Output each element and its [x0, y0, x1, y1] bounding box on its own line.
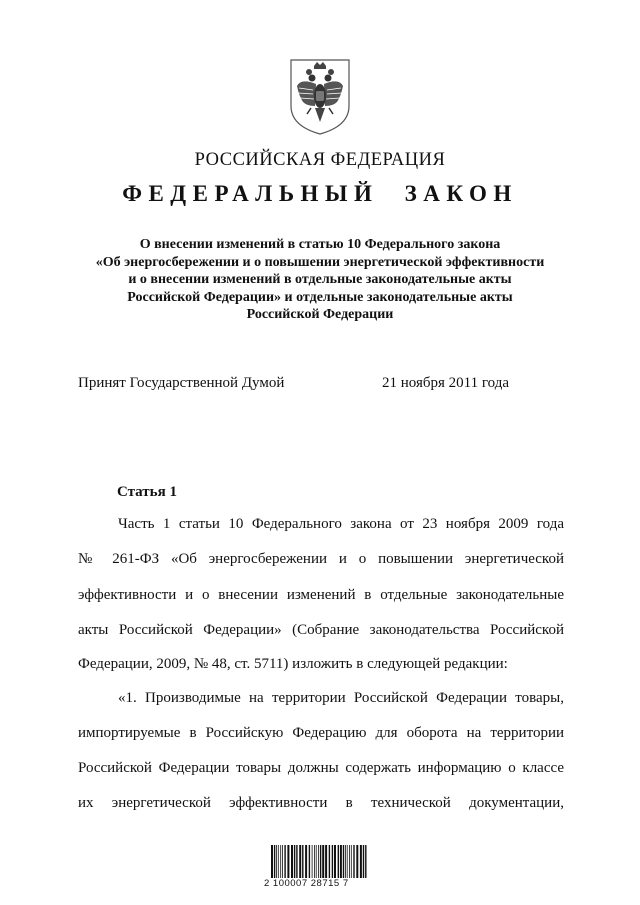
barcode-bar: [284, 845, 285, 878]
coat-of-arms-icon: [287, 56, 353, 136]
adopted-by: Принят Государственной Думой: [78, 375, 285, 391]
barcode: [270, 845, 368, 881]
article-heading: Статья 1: [117, 484, 177, 500]
barcode-bar: [302, 845, 303, 878]
barcode-bar: [340, 845, 342, 878]
article-line-text: Российской Федерации товары должны содержать информацию о классе: [78, 760, 564, 776]
barcode-bar: [314, 845, 315, 878]
country-name: РОССИЙСКАЯ ФЕДЕРАЦИЯ: [194, 150, 446, 170]
barcode-bar: [360, 845, 362, 878]
article-line: [78, 587, 564, 604]
barcode-bar: [365, 845, 366, 878]
barcode-bar: [351, 845, 352, 878]
article-line-text: Часть 1 статьи 10 Федерального закона от 23 ноября 2009 года: [118, 516, 564, 532]
barcode-bar: [280, 845, 281, 878]
article-line: [78, 795, 564, 812]
article-line-text: эффективности и о внесении изменений в отдельные законодательные: [78, 587, 564, 603]
barcode-bar: [334, 845, 336, 878]
article-line: [78, 551, 564, 568]
barcode-bar: [347, 845, 348, 878]
article-line-text: акты Российской Федерации» (Собрание законодательства Российской: [78, 622, 564, 638]
article-line: [118, 690, 564, 707]
barcode-bar: [305, 845, 307, 878]
adoption-date: 21 ноября 2011 года: [382, 375, 510, 391]
subject-line: Российской Федерации: [246, 307, 394, 322]
barcode-bar: [332, 845, 333, 878]
barcode-bar: [274, 845, 275, 878]
barcode-bar: [271, 845, 273, 878]
barcode-bar: [353, 845, 354, 878]
barcode-bar: [349, 845, 350, 878]
article-line: [118, 516, 564, 533]
subject-line: О внесении изменений в статью 10 Федерального закона: [139, 237, 501, 252]
law-subject: [60, 236, 580, 324]
barcode-bar: [312, 845, 313, 878]
article-line-text: их энергетической эффективности в технической документации,: [78, 795, 564, 811]
barcode-bar: [316, 845, 317, 878]
barcode-bar: [320, 845, 321, 878]
article-line-text: «1. Производимые на территории Российской Федерации товары,: [118, 690, 564, 706]
barcode-bar: [276, 845, 277, 878]
subject-line: «Об энергосбережении и о повышении энергетической эффективности: [95, 254, 545, 270]
barcode-bar: [278, 845, 279, 878]
article-line: [78, 760, 564, 777]
article-line-text: № 261-ФЗ «Об энергосбережении и о повышении энергетической: [78, 551, 564, 567]
article-line: [78, 622, 564, 639]
barcode-bar: [282, 845, 283, 878]
barcode-bar: [287, 845, 289, 878]
barcode-bar: [343, 845, 344, 878]
subject-line: и о внесении изменений в отдельные законодательные акты: [128, 272, 512, 287]
barcode-bar: [296, 845, 297, 878]
barcode-bar: [291, 845, 293, 878]
subject-line: Российской Федерации» и отдельные законодательные акты: [127, 289, 513, 305]
barcode-bar: [338, 845, 339, 878]
barcode-bar: [345, 845, 346, 878]
barcode-bar: [329, 845, 330, 878]
article-line-text: Федерации, 2009, № 48, ст. 5711) изложить в следующей редакции:: [78, 656, 508, 672]
barcode-bar: [325, 845, 327, 878]
barcode-bar: [299, 845, 301, 878]
article-line: [78, 656, 508, 673]
article-line: [78, 725, 564, 742]
barcode-bar: [363, 845, 364, 878]
barcode-bar: [318, 845, 319, 878]
barcode-bar: [309, 845, 310, 878]
barcode-number: 2 100007 28715 7: [264, 878, 349, 889]
barcode-bar: [356, 845, 358, 878]
article-line-text: импортируемые в Российскую Федерацию для оборота на территории: [78, 725, 564, 741]
document-type-title: ФЕДЕРАЛЬНЫЙ ЗАКОН: [122, 181, 518, 206]
barcode-bar: [294, 845, 295, 878]
barcode-bar: [322, 845, 324, 878]
